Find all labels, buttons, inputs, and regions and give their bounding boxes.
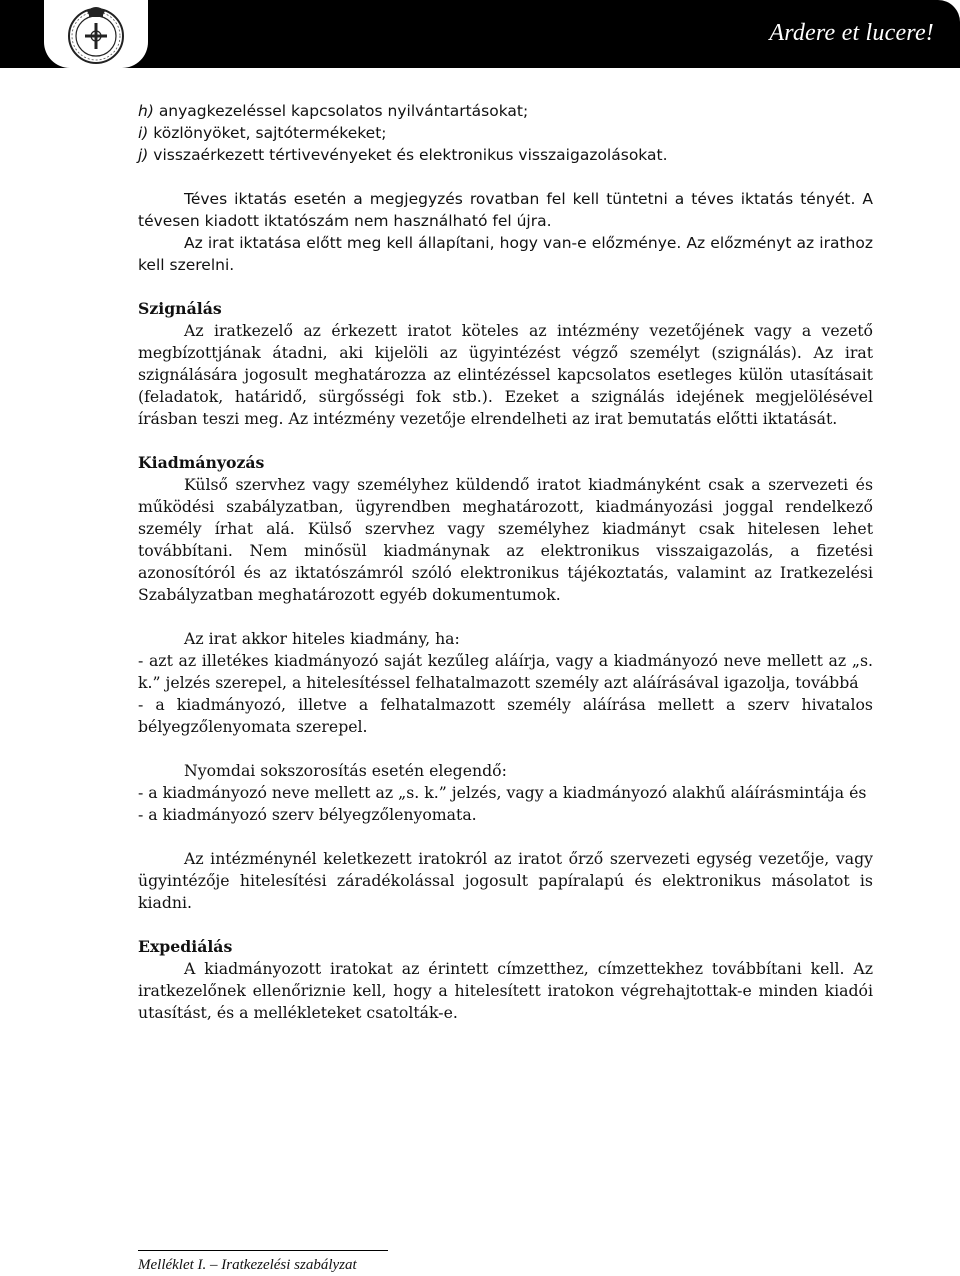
heading-szignalas: Szignálás	[138, 299, 222, 318]
list-item: h) anyagkezeléssel kapcsolatos nyilvántartásokat;	[138, 102, 529, 120]
heading-expedialas: Expediálás	[138, 937, 233, 956]
seal-emblem-icon	[63, 1, 129, 67]
paragraph-nyomdai-item: - a kiadmányozó neve mellett az „s. k.” jelzés, vagy a kiadmányozó alakhű aláírásmintája és	[138, 783, 867, 802]
motto: Ardere et lucere!	[769, 20, 934, 46]
list-block	[138, 100, 873, 166]
paragraph-expedialas: A kiadmányozott iratokat az érintett címzetthez, címzettekhez továbbítani kell. Az iratkezelőnek ellenőriznie kell, hogy a hitelesített iratokon végrehajtottak-e minden kiadói utasítást, és a mellékleteket csatolták-e.	[138, 959, 873, 1022]
header-bar	[0, 0, 960, 68]
paragraph-elozmeny: Az irat iktatása előtt meg kell állapítani, hogy van-e előzménye. Az előzményt az irathoz kell szerelni.	[138, 234, 873, 274]
footer-rule	[138, 1250, 388, 1251]
paragraph-teves-iktatas: Téves iktatás esetén a megjegyzés rovatban fel kell tüntetni a téves iktatás tényét. A tévesen kiadott iktatószám nem használható fel újra.	[138, 190, 873, 230]
logo	[44, 0, 148, 68]
list-item: j) visszaérkezett tértivevényeket és elektronikus visszaigazolásokat.	[138, 146, 668, 164]
heading-kiadmanyozas: Kiadmányozás	[138, 453, 265, 472]
paragraph-nyomdai-intro: Nyomdai sokszorosítás esetén elegendő:	[184, 761, 507, 780]
footer-text: Melléklet I. – Iratkezelési szabályzat	[138, 1257, 357, 1273]
paragraph-masolat: Az intézménynél keletkezett iratokról az iratot őrző szervezeti egység vezetője, vagy ügyintézője hitelesítési záradékolással jogosult papíralapú és elektronikus másolatot is kiadni.	[138, 849, 873, 912]
list-item: i) közlönyöket, sajtótermékeket;	[138, 124, 387, 142]
document-body	[138, 100, 873, 1024]
paragraph-hiteles-intro: Az irat akkor hiteles kiadmány, ha:	[184, 629, 460, 648]
paragraph-nyomdai-item: - a kiadmányozó szerv bélyegzőlenyomata.	[138, 805, 477, 824]
paragraph-hiteles-item: - azt az illetékes kiadmányozó saját kezűleg aláírja, vagy a kiadmányozó neve mellett az „s. k.” jelzés szerepel, a hitelesítéssel felhatalmazott személy azt aláírásával igazolja, továbbá	[138, 651, 873, 692]
paragraph-kiadmanyozas: Külső szervhez vagy személyhez küldendő iratot kiadmányként csak a szervezeti és működési szabályzatban, ügyrendben meghatározott, kiadmányozási joggal rendelkező személy írhat alá. Külső szervhez vagy személyhez kiadmányt csak hitelesen lehet továbbítani. Nem minősül kiadmánynak az elektronikus visszaigazolás, a fizetési azonosítóról és az iktatószámról szóló elektronikus tájékoztatás, valamint az Iratkezelési Szabályzatban meghatározott egyéb dokumentumok.	[138, 475, 873, 604]
paragraph-hiteles-item: - a kiadmányozó, illetve a felhatalmazott személy aláírása mellett a szerv hivatalos bélyegzőlenyomata szerepel.	[138, 695, 873, 736]
paragraph-szignalas: Az iratkezelő az érkezett iratot köteles az intézmény vezetőjének vagy a vezető megbízottjának átadni, aki kijelöli az ügyintézést végző személyt (szignálás). Az irat szignálására jogosult meghatározza az elintézéssel kapcsolatos esetleges külön utasításait (feladatok, határidő, sürgősségi fok stb.). Ezeket a szignálás idejének megjelölésével írásban teszi meg. Az intézmény vezetője elrendelheti az irat bemutatás előtti iktatását.	[138, 321, 873, 428]
